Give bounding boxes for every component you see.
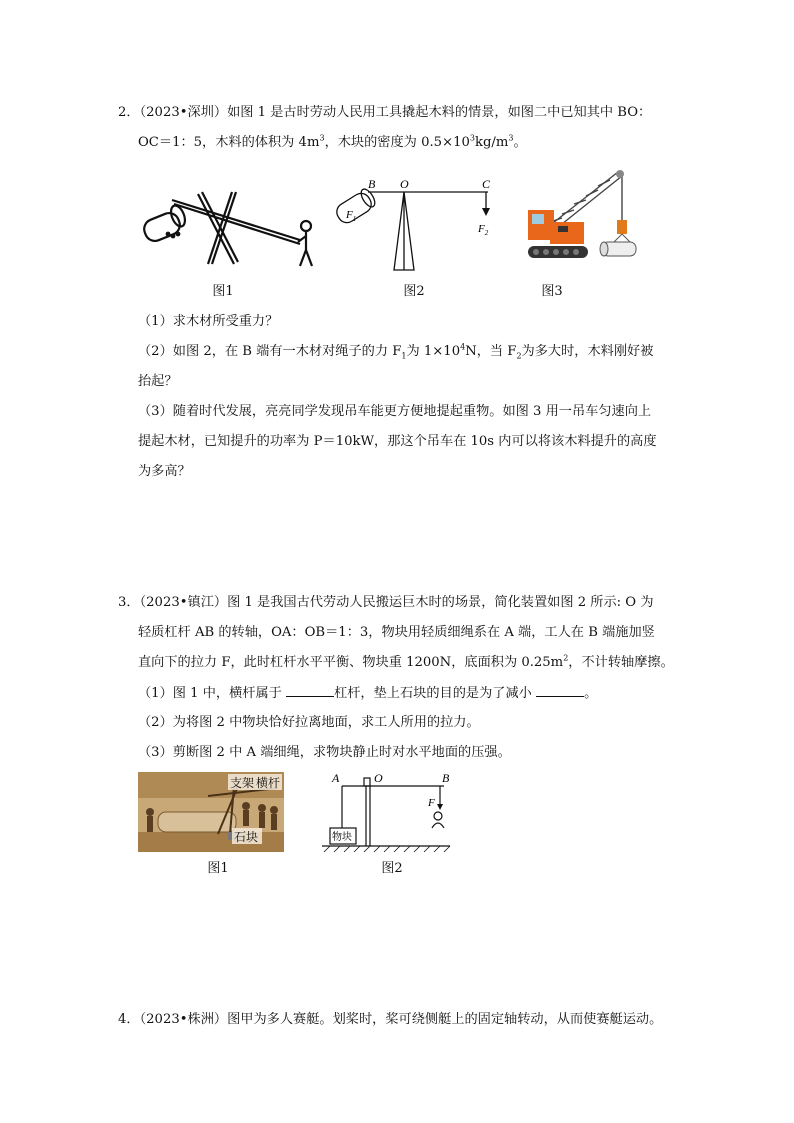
- q2-fig2-label-O: O: [400, 177, 409, 191]
- q2-figure-1-lever-illustration: [138, 186, 322, 270]
- q2-sub-question-2-continued: 抬起？: [138, 374, 178, 389]
- q3-fig1-label-support: 支架: [230, 776, 255, 790]
- q3-sub-question-2: （2）为将图 2 中物块恰好拉离地面，求工人所用的拉力。: [138, 715, 480, 730]
- q2-fig2-label-F1: $F_1$: [346, 209, 357, 223]
- q2-sub-question-1: （1）求木材所受重力？: [138, 314, 279, 329]
- q2-fig2-label-C: C: [482, 177, 491, 191]
- q3-fig2-label-block: 物块: [332, 832, 352, 843]
- answer-blank-1[interactable]: [286, 684, 334, 697]
- q3-figure-1-caption: 图1: [207, 861, 229, 876]
- q3-fig2-label-O: O: [374, 771, 383, 785]
- q2-stem-line1: 2．（2023•深圳）如图 1 是古时劳动人民用工具撬起木料的情景，如图二中已知其中 BO：: [118, 105, 652, 120]
- q2-figure-3-caption: 图3: [541, 284, 563, 299]
- q2-figure-1-caption: 图1: [212, 284, 234, 299]
- q3-figure-2-lever-diagram: [320, 768, 454, 858]
- q3-fig2-label-A: A: [332, 771, 340, 785]
- q3-fig1-label-bar: 横杆: [256, 776, 281, 790]
- q2-figure-2-lever-diagram: [330, 174, 510, 274]
- q3-sub-question-1: （1）图 1 中，横杆属于 杠杆，垫上石块的目的是为了减小 。: [138, 686, 598, 701]
- q2-figure-3-crane-picture: [522, 166, 640, 268]
- answer-blank-2[interactable]: [536, 684, 584, 697]
- q3-stem-line2: 轻质杠杆 AB 的转轴，OA：OB＝1：3，物块用轻质细绳系在 A 端，工人在 B 端施加竖: [138, 625, 655, 640]
- q3-figure-1-scene-picture: [138, 772, 284, 852]
- q4-stem-line1: 4．（2023•株洲）图甲为多人赛艇。划桨时，桨可绕侧艇上的固定轴转动，从而使赛艇运动。: [118, 1012, 663, 1027]
- q3-figure-2-caption: 图2: [381, 861, 403, 876]
- q3-fig2-label-B: B: [442, 771, 450, 785]
- q2-sub-question-3-line1: （3）随着时代发展，亮亮同学发现吊车能更方便地提起重物。如图 3 用一吊车匀速向上: [138, 404, 652, 419]
- q2-fig2-label-F2: $F_2$: [478, 223, 489, 237]
- q2-sub-question-3-line2: 提起木材，已知提升的功率为 P＝10kW，那这个吊车在 10s 内可以将该木料提升的高度: [138, 434, 657, 449]
- q3-fig1-label-stone: 石块: [234, 830, 259, 844]
- q3-fig2-label-F: F: [428, 797, 435, 809]
- q3-stem-line1: 3．（2023•镇江）图 1 是我国古代劳动人民搬运巨木时的场景，简化装置如图 2 所示: O 为: [118, 595, 654, 610]
- q3-stem-line3: 直向下的拉力 F，此时杠杆水平平衡、物块重 1200N，底面积为 $0.25m^2$，不计转轴摩擦。: [138, 653, 674, 670]
- q3-sub-question-3: （3）剪断图 2 中 A 端细绳，求物块静止时对水平地面的压强。: [138, 745, 511, 760]
- q2-fig2-label-B: B: [368, 177, 376, 191]
- q2-stem-line2: OC＝1：5，木料的体积为 $4m^3$，木块的密度为 $0.5\times 10^3kg/m^3$。: [138, 133, 527, 150]
- q2-sub-question-3-line3: 为多高？: [138, 464, 191, 479]
- q2-figure-2-caption: 图2: [403, 284, 425, 299]
- q2-sub-question-2: （2）如图 2，在 B 端有一木材对绳子的力 $F_1$为 $1\times 10^4N$，当 $F_2$为多大时，木料刚好被: [138, 342, 654, 361]
